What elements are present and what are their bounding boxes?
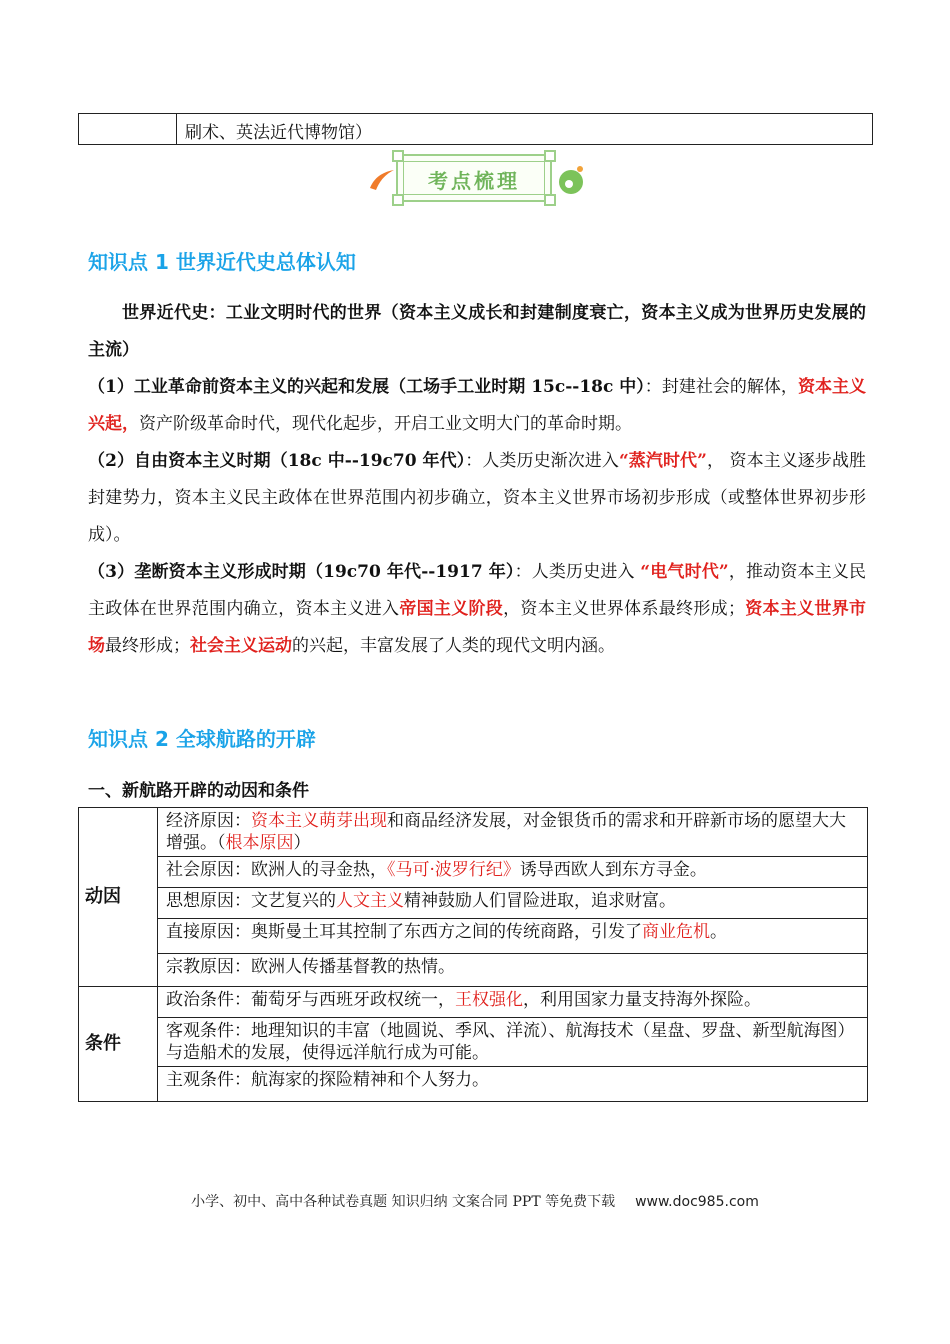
- continued-table-row: [78, 113, 873, 145]
- category-cell: 条件: [79, 987, 158, 1102]
- cell-text: 社会原因：欧洲人的寻金热，: [166, 860, 387, 880]
- table-row: [79, 857, 868, 888]
- point1-highlight: 资本主义兴起，: [88, 377, 867, 434]
- banner-corner: [544, 150, 556, 162]
- category-cell: 动因: [79, 808, 158, 987]
- kp1-point1: [88, 369, 866, 443]
- table-cell: [158, 888, 868, 919]
- banner-corner: [544, 194, 556, 206]
- point3-text: ：人类历史进入: [514, 562, 641, 582]
- kp1-point2: [88, 443, 866, 554]
- cell-text: 和商品经济发展，对金银货币的需求和开辟新市场的愿望大大增强。（: [166, 811, 846, 853]
- point3-highlight: 资本主义世界市场: [88, 599, 867, 656]
- banner-title: 考点梳理: [428, 169, 520, 193]
- cell-text: 直接原因：奥斯曼土耳其控制了东西方之间的传统商路，引发了: [166, 922, 642, 942]
- cell-text: 思想原因：文艺复兴的: [166, 891, 336, 911]
- kp2-subheading: 一、新航路开辟的动因和条件: [88, 781, 309, 801]
- banner-corner: [392, 150, 404, 162]
- table-row: [79, 1067, 868, 1102]
- table-cell: [158, 808, 868, 857]
- causes-conditions-table: [78, 807, 868, 1102]
- table-row: [79, 1018, 868, 1067]
- cell-highlight: 《马可·波罗行纪》: [387, 860, 520, 880]
- table-row: [79, 888, 868, 919]
- section-banner: [368, 150, 588, 208]
- cell-text: 经济原因：: [166, 811, 251, 831]
- kp1-intro: 世界近代史：工业文明时代的世界（资本主义成长和封建制度衰亡，资本主义成为世界历史发展的主流）: [88, 303, 866, 360]
- point3-text: ，资本主义世界体系最终形成；: [503, 599, 745, 619]
- point2-label: （2）自由资本主义时期（18c 中--19c70 年代）: [88, 451, 466, 471]
- point3-highlight: 社会主义运动: [190, 636, 292, 656]
- point3-text: ，推动资本主义民主政体在世界范围内确立，资本主义进入: [88, 562, 867, 619]
- table-row: [79, 987, 868, 1018]
- table-cell: [158, 919, 868, 954]
- kp1-point3: [88, 554, 866, 665]
- table-cell-text: 刷术、英法近代博物馆）: [185, 123, 372, 143]
- point1-text: 资产阶级革命时代，现代化起步，开启工业文明大门的革命时期。: [139, 414, 632, 434]
- footer-text: 小学、初中、高中各种试卷真题 知识归纳 文案合同 PPT 等免费下载: [191, 1194, 616, 1210]
- point2-text: ：人类历史渐次进入: [465, 451, 619, 471]
- page-footer: [0, 1191, 950, 1211]
- table-cell: 宗教原因：欧洲人传播基督教的热情。: [158, 954, 868, 987]
- kp2-heading: 知识点 2 全球航路的开辟: [88, 727, 316, 751]
- cell-text: 诱导西欧人到东方寻金。: [519, 860, 707, 880]
- point2-text: ， 资本主义逐步战胜封建势力，资本主义民主政体在世界范围内初步确立，资本主义世界市场初步形成（或整体世界初步形成）。: [88, 451, 867, 545]
- cell-highlight: 人文主义: [336, 891, 404, 911]
- point2-highlight: “蒸汽时代”: [618, 451, 707, 471]
- cell-text: 。: [710, 922, 727, 942]
- cell-text: 政治条件：葡萄牙与西班牙政权统一，: [166, 990, 455, 1010]
- cell-highlight: 商业危机: [642, 922, 710, 942]
- point3-highlight: 帝国主义阶段: [399, 599, 504, 619]
- footer-link[interactable]: www.doc985.com: [635, 1194, 759, 1210]
- point3-text: 的兴起，丰富发展了人类的现代文明内涵。: [292, 636, 615, 656]
- brush-swoosh-icon: [368, 166, 396, 192]
- globe-dot-icon: [556, 164, 586, 196]
- cell-highlight: 资本主义萌芽出现: [251, 811, 387, 831]
- point3-label: （3）垄断资本主义形成时期（19c70 年代--1917 年）: [88, 562, 515, 582]
- point3-highlight: “电气时代”: [640, 562, 729, 582]
- cell-text: 精神鼓励人们冒险进取，追求财富。: [404, 891, 676, 911]
- cell-highlight: 王权强化: [455, 990, 523, 1010]
- table-cell: 主观条件：航海家的探险精神和个人努力。: [158, 1067, 868, 1102]
- point1-text: ：封建社会的解体，: [644, 377, 798, 397]
- table-row: [79, 919, 868, 954]
- cell-text: ）: [293, 833, 311, 853]
- point3-text: 最终形成；: [105, 636, 190, 656]
- table-cell-empty: [79, 114, 177, 144]
- table-cell: [158, 857, 868, 888]
- point1-label: （1）工业革命前资本主义的兴起和发展（工场手工业时期 15c--18c 中）: [88, 377, 645, 397]
- table-row: [79, 808, 868, 857]
- banner-corner: [392, 194, 404, 206]
- table-cell: [158, 987, 868, 1018]
- kp1-heading: 知识点 1 世界近代史总体认知: [88, 250, 356, 274]
- table-cell: 客观条件：地理知识的丰富（地圆说、季风、洋流）、航海技术（星盘、罗盘、新型航海图）与造船术的发展，使得远洋航行成为可能。: [158, 1018, 868, 1067]
- table-row: [79, 954, 868, 987]
- cell-text: ，利用国家力量支持海外探险。: [523, 990, 761, 1010]
- cell-highlight: 根本原因: [225, 833, 294, 853]
